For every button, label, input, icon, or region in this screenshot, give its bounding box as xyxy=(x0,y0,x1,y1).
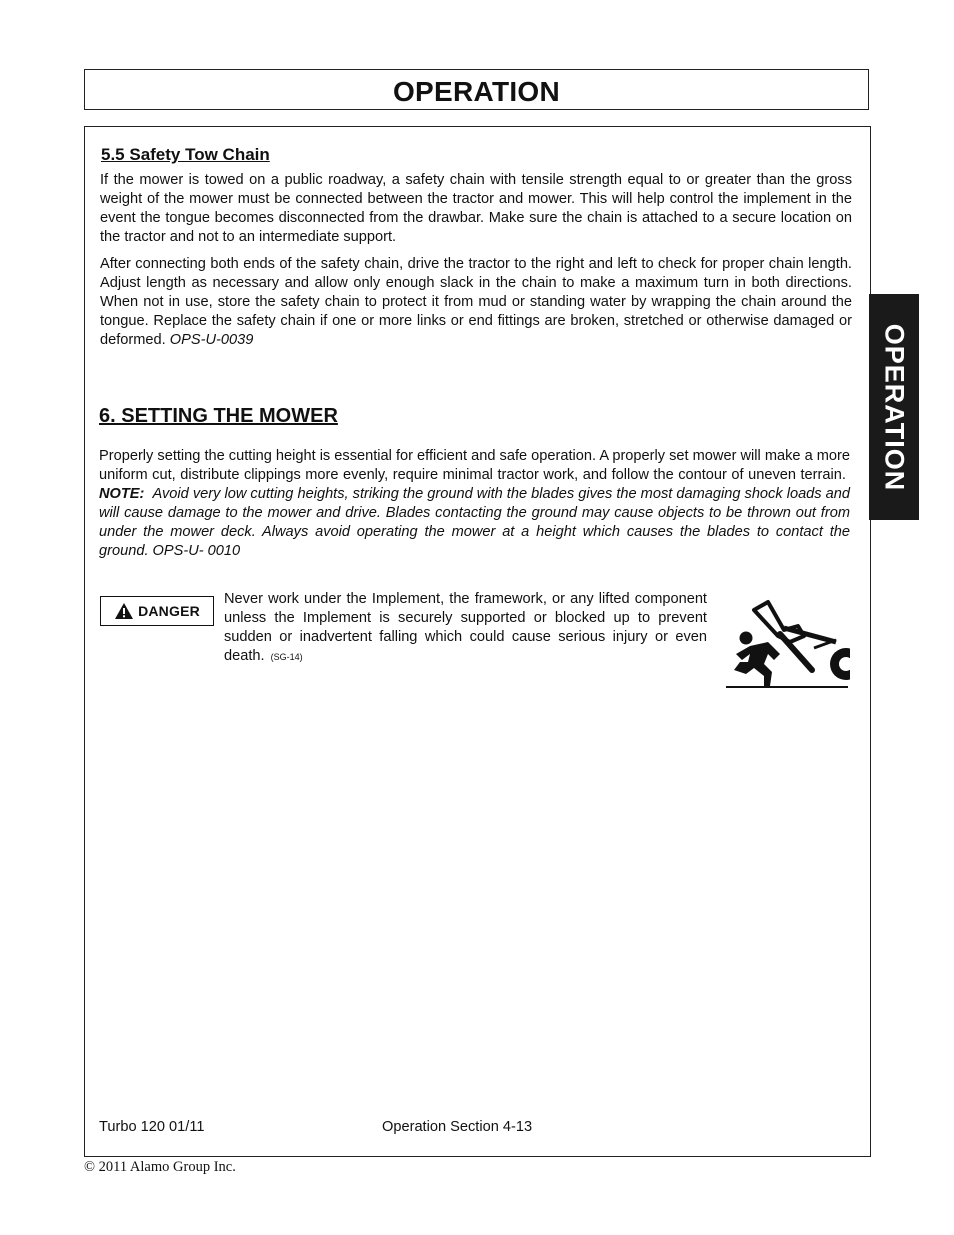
warning-triangle-icon xyxy=(114,602,134,620)
page-title: OPERATION xyxy=(392,75,561,107)
section-6-paragraph xyxy=(99,447,850,561)
side-tab-label: OPERATION xyxy=(879,323,910,491)
paragraph-2-code: OPS-U-0039 xyxy=(169,332,254,348)
footer-page-number: Operation Section 4-13 xyxy=(382,1119,533,1135)
danger-badge xyxy=(100,596,214,626)
danger-code: (SG-14) xyxy=(270,652,303,662)
danger-text: Never work under the Implement, the framework, or any lifted component unless the Implement is securely supported or blocked up to prevent sudden or inadvertent falling which could cause serious injury or even death. xyxy=(224,591,707,664)
section-5-5-paragraph-1: If the mower is towed on a public roadway, a safety chain with tensile strength equal to or greater than the gross weight of the mower must be connected between the tractor and mower. This will help control the implement in the event the tongue becomes disconnected from the drawbar. Make sure the chain is attached to a secure location on the tractor and not to an intermediate support. xyxy=(100,172,852,245)
note-text: Avoid very low cutting heights, striking the ground with the blades gives the most damaging shock loads and will cause damage to the mower and drive. Blades contacting the ground may cause objects to be thrown out from under the mower deck. Always avoid operating the mower at a height which causes the blades to contact the ground. OPS-U- 0010 xyxy=(99,486,851,559)
danger-warning-text xyxy=(224,590,707,667)
note-label: NOTE: xyxy=(99,486,145,502)
section-5-5-paragraph-2 xyxy=(100,255,852,350)
page-header xyxy=(84,69,869,110)
section-5-5-title: 5.5 Safety Tow Chain xyxy=(101,145,270,164)
section-6-title: 6. SETTING THE MOWER xyxy=(99,405,338,427)
side-tab xyxy=(869,294,919,520)
crush-hazard-icon xyxy=(724,598,850,690)
paragraph-2-text: After connecting both ends of the safety chain, drive the tractor to the right and left to check for proper chain length. Adjust length as necessary and allow only enough slack in the chain to make a maximum turn in both directions. When not in use, store the safety chain to protect it from mud or standing water by wrapping the chain around the tongue. Replace the safety chain if one or more links or end fittings are broken, stretched or otherwise damaged or deformed. xyxy=(100,256,852,348)
danger-label: DANGER xyxy=(138,603,200,619)
section-6-text: Properly setting the cutting height is essential for efficient and safe operation. A properly set mower will make a more uniform cut, distribute clippings more evenly, require minimal tractor work, and follow the contour of uneven terrain. xyxy=(99,448,850,483)
copyright-notice: © 2011 Alamo Group Inc. xyxy=(84,1159,236,1175)
footer-model-date: Turbo 120 01/11 xyxy=(99,1119,205,1135)
